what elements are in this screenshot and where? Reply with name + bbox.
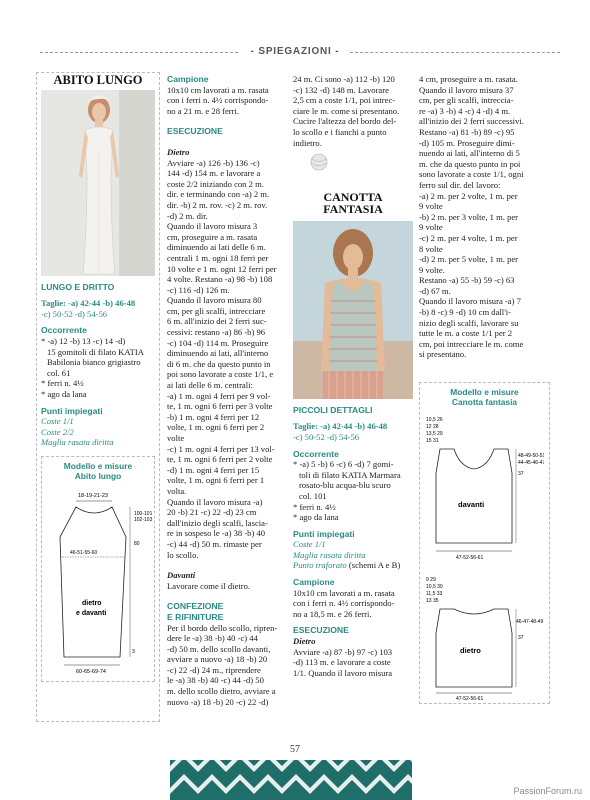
text-line: Quando il lavoro misura 37 [419, 84, 514, 95]
confezione-head [167, 601, 285, 622]
canotta-taglie [293, 421, 413, 442]
schema1-left-label: 12 28 [426, 424, 439, 431]
text-line: toli di filato KATIA Marmara [299, 469, 401, 480]
woman-in-dress-illustration [41, 90, 155, 276]
text-line: ciare le m. come si presentano. [293, 105, 400, 116]
esecuzione-head: ESECUZIONE [167, 126, 223, 137]
text-line: cm, per gli scalfi, intreccia- [419, 95, 514, 106]
text-line: Coste 2/2 [41, 426, 74, 437]
woman-in-tank-top-illustration [293, 221, 413, 399]
header-rule-left [40, 52, 238, 53]
text-line: -d) 67 m. [419, 285, 451, 296]
text-line: Coste 1/1 [41, 416, 74, 427]
text-line: dir. -b) 2 m. rov. -c) 2 m. rov. [167, 199, 268, 210]
schema-mid-label: 46-51-55-60 [70, 549, 98, 556]
davanti-text [167, 581, 285, 592]
schema1-right-label: 44-45-46-47 [518, 460, 544, 467]
text-line: * ferri n. 4½ [41, 378, 84, 389]
schema-piece-label: dietro [82, 599, 102, 607]
text-line: * ago da lana [293, 512, 339, 523]
text-line: * -a) 12 -b) 13 -c) 14 -d) [41, 335, 126, 346]
text-line: -a) 2 m. per 2 volte, 1 m. per [419, 190, 518, 201]
text-line: le -a) 38 -b) 40 -c) 44 -d) 50 [167, 675, 264, 686]
text-line: Restano -a) 55 -b) 59 -c) 63 [419, 275, 515, 286]
text-line: 4 volte. Restano -a) 98 -b) 108 [167, 274, 273, 285]
text-line: E RIFINITURE [167, 611, 224, 622]
text-line: 8 volte [419, 243, 443, 254]
text-line: FANTASIA [323, 201, 383, 216]
text-line: -c) 44 -d) 50 m. rimaste per [167, 538, 262, 549]
text-line: (schemi A e B) [348, 560, 401, 571]
text-line: dere le -a) 38 -b) 40 -c) 44 [167, 633, 258, 644]
text-line: nuendo ai lati, all'interno di 5 [419, 148, 520, 159]
text-line: -b) 2 m. per 3 volte, 1 m. per [419, 211, 519, 222]
text-line: -d) 113 m. e lavorare a coste [293, 657, 391, 668]
text-line: dir. e terminando con -a) 2 m. [167, 189, 270, 200]
text-line: 4 cm, proseguire a m. rasata. [419, 74, 518, 84]
canotta-dietro [293, 647, 413, 679]
text-line: Quando il lavoro misura 80 [167, 295, 262, 306]
text-line: indietro. [293, 137, 322, 148]
abito-punti [41, 416, 155, 448]
header-title: - SPIEGAZIONI - [250, 46, 340, 57]
text-line: poi sono lavorate a coste 1/1, e [167, 369, 274, 380]
text-line: Per il bordo dello scollo, ripren- [167, 622, 278, 633]
taglie-line: -c) 50-52 -d) 54-56 [41, 308, 108, 319]
taglie-line: -c) 50-52 -d) 54-56 [293, 431, 360, 442]
abito-schema-box [41, 456, 155, 682]
schema2-bottom-label: 47-52-56-61 [456, 696, 484, 702]
canotta-campione-head: Campione [293, 577, 335, 588]
canotta-esecuzione-head: ESECUZIONE [293, 625, 349, 636]
canotta-schema-diagram [426, 411, 544, 701]
text-line: cessivi: restano -a) 86 -b) 96 [167, 327, 266, 338]
text-line: Restano -a) 81 -b) 89 -c) 95 [419, 126, 515, 137]
text-line: -c) 22 -d) 24 m., riprendere [167, 664, 261, 675]
schema-top-label: 18-19-21-23 [78, 492, 108, 499]
abito-taglie [41, 298, 155, 319]
text-line: -d) 50 m. dello scollo davanti, [167, 643, 271, 654]
text-line: m. dello scollo dietro, avviare a [167, 686, 276, 697]
schema1-left-label: 15 31 [426, 438, 439, 445]
text-line: * ago da lana [41, 388, 87, 399]
taglie-line: Taglie: -a) 42-44 -b) 46-48 [41, 298, 136, 309]
text-line: m. che da questo punto in poi [419, 158, 521, 169]
text-line: 144 -d) 154 m. e lavorare a [167, 168, 261, 179]
text-line: Maglia rasata diritta [293, 549, 366, 560]
text-line: 24 m. Ci sono -a) 112 -b) 120 [293, 74, 395, 84]
text-line: cm, proseguire a m. rasata [167, 231, 258, 242]
text-line: CANOTTA [323, 189, 383, 204]
text-line: avviare a nuovo -a) 18 -b) 20 [167, 654, 268, 665]
text-line: * -a) 5 -b) 6 -c) 6 -d) 7 gomi- [293, 459, 394, 470]
text-line: centrali 1 m. ogni 18 ferri per [167, 252, 269, 263]
text-line: rosato-blu acqua-blu scuro [299, 480, 391, 491]
text-line: Quando il lavoro misura -a) 7 [419, 296, 521, 307]
confezione-text [167, 623, 285, 708]
text-line: lo scollo. [167, 549, 199, 560]
abito-occorrente [41, 336, 155, 400]
text-line: -b) 1 m. ogni 4 ferri per 12 [167, 411, 260, 422]
schema1-left-label: 13,5 29 [426, 431, 443, 438]
text-line: re -a) 3 -b) 4 -c) 4 -d) 4 m. [419, 105, 511, 116]
text-line: sono lavorate a coste 1/1, ogni [419, 169, 524, 180]
text-line: coste 2/2 iniziando con 2 m. [167, 178, 264, 189]
text-line: 20 -b) 21 -c) 22 -d) 23 cm [167, 507, 257, 518]
text-line: nizio degli scalfi, lavorare su [419, 317, 519, 328]
text-line: 9 volte [419, 222, 443, 233]
schema-bottom-label: 60-65-69-74 [76, 668, 106, 675]
schema2-left-label: 13 35 [426, 598, 439, 605]
dietro-text [167, 158, 285, 561]
schema-piece-label: e davanti [76, 609, 107, 617]
abito-subtitle: LUNGO E DRITTO [41, 281, 115, 292]
abito-title: ABITO LUNGO [53, 73, 143, 87]
schema-side-label: 80 [134, 540, 140, 547]
text-line: 15 gomitoli di filato KATIA [47, 346, 144, 357]
text-line: con i ferri n. 4½ corrispondo- [293, 598, 395, 609]
text-line: CONFEZIONE [167, 601, 224, 612]
text-line: Quando il lavoro misura 3 [167, 221, 258, 232]
text-line: dall'inizio degli scalfi, lascia- [167, 517, 268, 528]
text-line: di 6 m. che da questo punto in [167, 358, 271, 369]
text-line: no a 21 m. e 28 ferri. [167, 105, 240, 116]
text-line: nuovo -a) 18 -b) 20 -c) 22 -d) [167, 696, 269, 707]
dietro-head: Dietro [167, 146, 190, 157]
schema1-side-label: 37 [518, 471, 524, 478]
canotta-photo [293, 221, 413, 399]
text-line: 9 volte. [419, 264, 445, 275]
text-line: Canotta fantasia [451, 397, 518, 408]
text-line: -c) 1 m. ogni 4 ferri per 13 vol- [167, 443, 275, 454]
canotta-schema-title [426, 387, 543, 407]
text-line: all'inizio dei 2 ferri successivi. [419, 116, 524, 127]
text-line: 2,5 cm a coste 1/1, poi intrec- [293, 95, 396, 106]
text-line: 10 volte e 1 m. ogni 12 ferri per [167, 263, 277, 274]
instructions-column-2 [167, 74, 285, 707]
text-line: -c) 132 -d) 148 m. Lavorare [293, 84, 389, 95]
text-line: Quando il lavoro misura -a) [167, 496, 263, 507]
text-line: col. 61 [47, 367, 71, 378]
campione-text [167, 85, 285, 117]
text-line: -d) 1 m. ogni 4 ferri per 15 [167, 464, 260, 475]
text-line: Lavorare come il dietro. [167, 580, 251, 591]
abito-punti-head: Punti impiegati [41, 405, 103, 416]
text-line: ferro sul dir. del lavoro: [419, 179, 501, 190]
text-line: volta. [167, 485, 187, 496]
text-line: 10x10 cm lavorati a m. rasata [167, 84, 269, 95]
text-line: diminuendo ai lati delle 6 m. [167, 242, 266, 253]
text-line: Cucire l'altezza del bordo del- [293, 116, 397, 127]
schema2-right-label: 46-47-48-49 [516, 619, 544, 626]
schema1-right-label: 48-49-50-51 [518, 453, 544, 460]
canotta-occorrente-head: Occorrente [293, 448, 339, 459]
text-line: 9 volte [419, 201, 443, 212]
knit-pattern-graphic [170, 760, 412, 800]
schema2-piece-label: dietro [460, 646, 481, 656]
canotta-subtitle: PICCOLI DETTAGLI [293, 404, 373, 415]
text-line: Modello e misure [450, 387, 519, 398]
text-line: -d) 2 m. dir. [167, 210, 208, 221]
text-line: Punto traforato [293, 560, 347, 571]
text-line: -d) 105 m. Proseguire dimi- [419, 137, 515, 148]
schema-hem-label: 3 [132, 648, 135, 655]
abito-schema-diagram [48, 485, 154, 675]
abito-occorrente-head: Occorrente [41, 325, 87, 336]
page-number: 57 [290, 744, 300, 755]
text-line: volte [167, 433, 185, 443]
abito-photo [41, 90, 155, 276]
canotta-punti-head: Punti impiegati [293, 528, 355, 539]
schema1-left-label: 10,5 26 [426, 417, 443, 424]
canotta-dietro-head: Dietro [293, 636, 316, 647]
text-line: * ferri n. 4½ [293, 501, 336, 512]
canotta-occorrente [293, 459, 413, 523]
schema2-left-label: 10,5 30 [426, 584, 443, 591]
text-line: volte, 1 m. ogni 6 ferri per 1 [167, 475, 265, 486]
text-line: -c) 104 -d) 114 m. Proseguire [167, 337, 269, 348]
text-line: Avviare -a) 126 -b) 136 -c) [167, 157, 260, 168]
text-line: 1/1. Quando il lavoro misura [293, 667, 393, 678]
text-line: cm, poi intrecciare le m. come [419, 338, 524, 349]
text-line: Abito lungo [74, 470, 122, 481]
davanti-head: Davanti [167, 570, 196, 581]
schema2-side-label: 37 [518, 635, 524, 642]
canotta-title [293, 191, 413, 215]
text-line: te, 1 m. ogni 6 ferri per 2 volte [167, 454, 273, 465]
abito-column [36, 72, 160, 722]
schema1-piece-label: davanti [458, 500, 485, 510]
text-line: Babilonia bianco grigiastro [47, 357, 141, 368]
text-line: -d) 2 m. per 5 volte, 1 m. per [419, 254, 519, 265]
schema-right-label: 100-101 [134, 510, 153, 517]
text-line: col. 101 [299, 490, 327, 501]
col3-top-text [293, 74, 413, 148]
text-line: -b) 8 -c) 9 -d) 10 cm dall'i- [419, 307, 511, 318]
text-line: -c) 116 -d) 126 m. [167, 284, 230, 295]
text-line: Coste 1/1 [293, 539, 326, 550]
text-line: Maglia rasata diritta [41, 437, 114, 448]
text-line: re in sospeso le -a) 38 -b) 40 [167, 528, 266, 539]
knit-pattern-strip [170, 760, 412, 800]
text-line: si presentano. [419, 349, 467, 360]
schema2-left-label: 11,5 33 [426, 591, 443, 598]
text-line: Modello e misure [63, 460, 133, 471]
text-line: no a 18,5 m. e 26 ferri. [293, 608, 372, 619]
text-line: con i ferri n. 4½ corrispondo- [167, 95, 269, 106]
text-line: diminuendo ai lati, all'interno [167, 348, 269, 359]
text-line: -c) 2 m. per 4 volte, 1 m. per [419, 232, 518, 243]
abito-schema-title [48, 461, 148, 481]
schema-right-label: 102-103 [134, 516, 153, 523]
text-line: volte, 1 m. ogni 6 ferri per 2 [167, 422, 265, 433]
yarn-ball-icon [307, 152, 331, 172]
text-line: lo scollo e i fianchi a punto [293, 126, 387, 137]
watermark: PassionForum.ru [513, 786, 582, 796]
page-header [0, 46, 590, 58]
text-line: tutte le m. a coste 1/1 per 2 [419, 328, 513, 339]
header-rule-right [350, 52, 560, 53]
canotta-schema-box [419, 382, 550, 704]
text-line: Avviare -a) 87 -b) 97 -c) 103 [293, 646, 393, 657]
col4-text [419, 74, 550, 360]
schema1-bottom-label: 47-52-56-61 [456, 555, 484, 562]
canotta-campione [293, 588, 413, 620]
text-line: cm, per gli scalfi, intrecciare [167, 305, 266, 316]
taglie-line: Taglie: -a) 42-44 -b) 46-48 [293, 421, 388, 432]
instructions-column-3 [293, 74, 413, 678]
text-line: 10x10 cm lavorati a m. rasata [293, 587, 395, 598]
schema2-left-label: 9 29 [426, 577, 436, 584]
text-line: te, 1 m. ogni 6 ferri per 3 volte [167, 401, 273, 412]
campione-head: Campione [167, 74, 209, 84]
text-line: -a) 1 m. ogni 4 ferri per 9 vol- [167, 390, 271, 401]
instructions-column-4 [419, 74, 550, 704]
canotta-punti [293, 539, 413, 571]
text-line: 6 m. all'inizio dei 2 ferri suc- [167, 316, 267, 327]
text-line: ai lati delle 6 m. centrali: [167, 380, 253, 391]
